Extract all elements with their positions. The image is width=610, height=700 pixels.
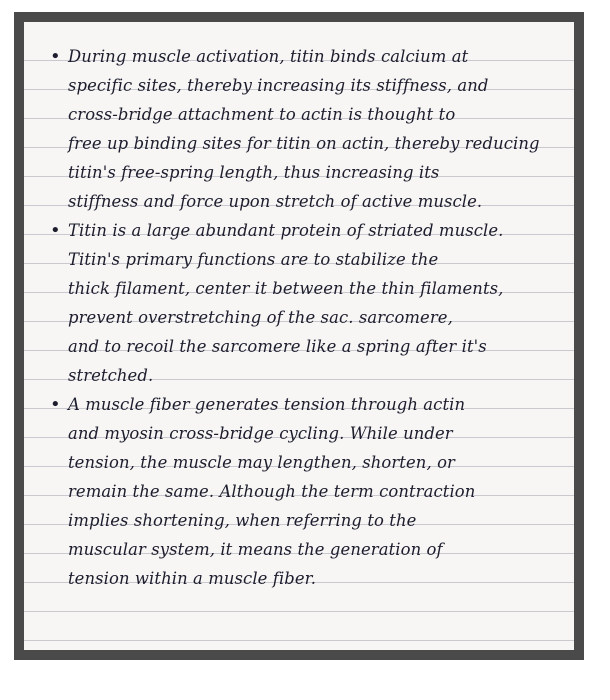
note-line: muscular system, it means the generation of bbox=[68, 540, 443, 559]
note-line: and myosin cross-bridge cycling. While under bbox=[68, 424, 453, 443]
note-item-titin-activation bbox=[50, 42, 556, 216]
bullet-icon: • bbox=[50, 220, 61, 241]
note-line: tension within a muscle fiber. bbox=[68, 569, 317, 588]
note-line: During muscle activation, titin binds calcium at bbox=[68, 47, 469, 66]
bullet-icon: • bbox=[50, 394, 61, 415]
note-item-muscle-tension bbox=[50, 390, 556, 593]
bullet-icon: • bbox=[50, 46, 61, 67]
note-line: Titin's primary functions are to stabilize the bbox=[68, 250, 439, 269]
note-line: thick filament, center it between the thin filaments, bbox=[68, 279, 504, 298]
note-line: specific sites, thereby increasing its stiffness, and bbox=[68, 76, 489, 95]
note-line: free up binding sites for titin on actin, thereby reducing bbox=[68, 134, 540, 153]
note-line: stiffness and force upon stretch of active muscle. bbox=[68, 192, 483, 211]
note-line: Titin is a large abundant protein of striated muscle. bbox=[68, 221, 504, 240]
photo-frame bbox=[14, 12, 584, 660]
note-line: and to recoil the sarcomere like a spring after it's bbox=[68, 337, 487, 356]
note-line: remain the same. Although the term contraction bbox=[68, 482, 476, 501]
note-line: cross-bridge attachment to actin is thought to bbox=[68, 105, 456, 124]
note-item-titin-functions bbox=[50, 216, 556, 390]
notebook-page bbox=[24, 22, 574, 650]
note-line: implies shortening, when referring to the bbox=[68, 511, 417, 530]
note-line: tension, the muscle may lengthen, shorten, or bbox=[68, 453, 455, 472]
note-line: titin's free-spring length, thus increasing its bbox=[68, 163, 440, 182]
note-line: A muscle fiber generates tension through actin bbox=[68, 395, 466, 414]
notes-list bbox=[24, 42, 574, 593]
note-line: prevent overstretching of the sac. sarcomere, bbox=[68, 308, 453, 327]
note-line: stretched. bbox=[68, 366, 154, 385]
